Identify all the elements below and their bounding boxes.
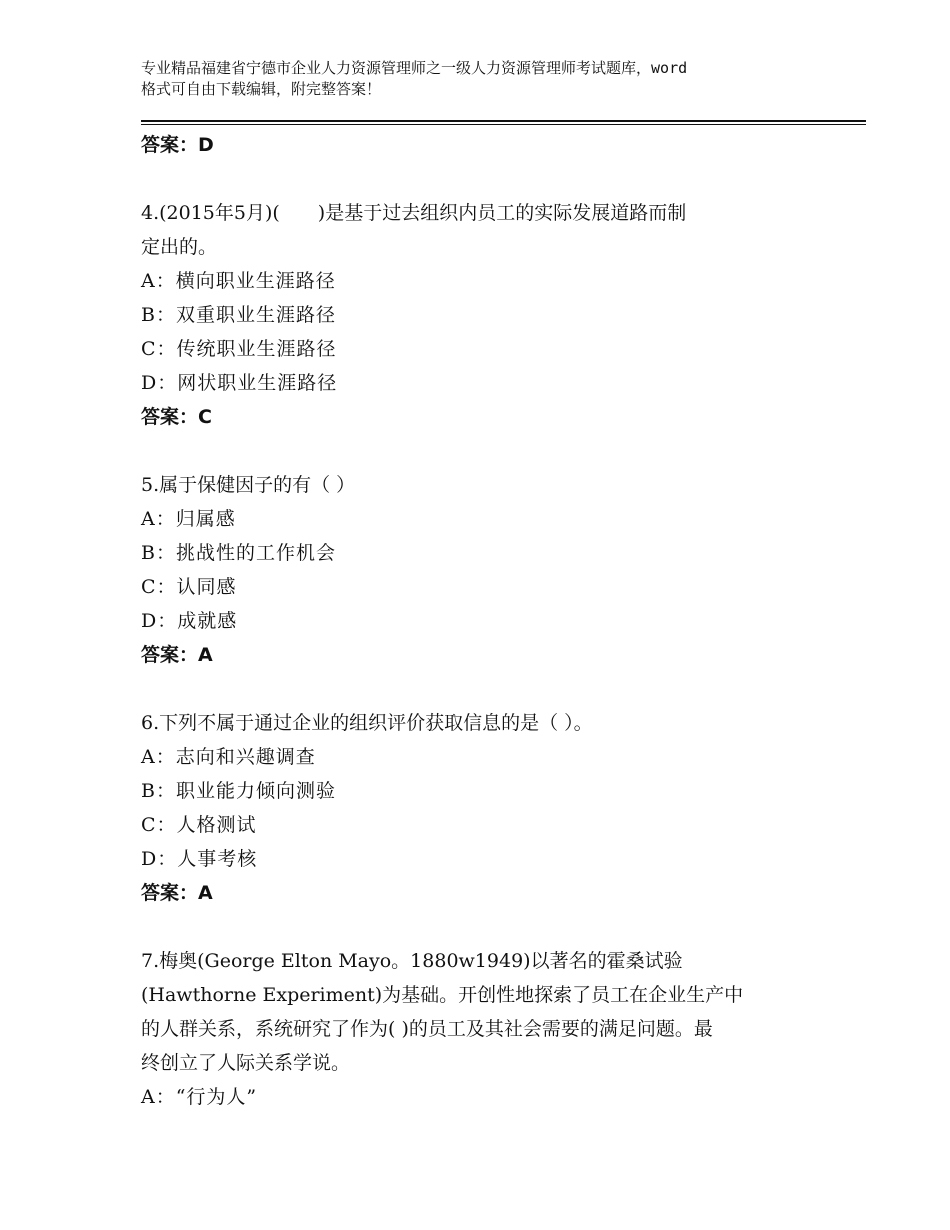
answer: 答案：A: [141, 882, 213, 904]
option-b: B：挑战性的工作机会: [141, 542, 336, 564]
answer: 答案：C: [141, 406, 212, 428]
answer: 答案：A: [141, 644, 213, 666]
question-text-line: 4.(2015年5月)( )是基于过去组织内员工的实际发展道路而制: [141, 202, 687, 224]
spacer: [141, 434, 821, 468]
header-line-1: 专业精品福建省宁德市企业人力资源管理师之一级人力资源管理师考试题库，word: [141, 59, 688, 77]
question-text-line: 5.属于保健因子的有（ ）: [141, 474, 356, 496]
option-a: A：归属感: [141, 508, 236, 530]
option-d: D：网状职业生涯路径: [141, 372, 338, 394]
previous-answer: 答案：D: [141, 134, 214, 156]
question-text-line: 7.梅奥(George Elton Mayo。1880w1949)以著名的霍桑试验: [141, 950, 683, 972]
question-text-line: (Hawthorne Experiment)为基础。开创性地探索了员工在企业生产中: [141, 984, 744, 1006]
document-header: [141, 58, 831, 100]
option-d: D：人事考核: [141, 848, 258, 870]
question-text-line: 6.下列不属于通过企业的组织评价获取信息的是（ ）。: [141, 712, 593, 734]
document-body: [141, 128, 821, 1114]
question-5: [141, 468, 821, 672]
question-text-line: 的人群关系，系统研究了作为( )的员工及其社会需要的满足问题。最: [141, 1018, 713, 1040]
question-text-line: 定出的。: [141, 236, 218, 258]
spacer: [141, 910, 821, 944]
question-text-line: 终创立了人际关系学说。: [141, 1052, 351, 1074]
option-d: D：成就感: [141, 610, 238, 632]
option-c: C：传统职业生涯路径: [141, 338, 337, 360]
spacer: [141, 672, 821, 706]
option-b: B：职业能力倾向测验: [141, 780, 336, 802]
option-a: A：“行为人”: [141, 1086, 258, 1108]
header-rule-thin: [141, 124, 866, 125]
header-rule-thick: [141, 120, 866, 122]
option-a: A：志向和兴趣调查: [141, 746, 316, 768]
question-4: [141, 196, 821, 434]
option-c: C：人格测试: [141, 814, 257, 836]
option-c: C：认同感: [141, 576, 237, 598]
header-line-2: 格式可自由下载编辑，附完整答案！: [141, 80, 382, 98]
option-b: B：双重职业生涯路径: [141, 304, 336, 326]
option-a: A：横向职业生涯路径: [141, 270, 336, 292]
spacer: [141, 162, 821, 196]
question-7: [141, 944, 821, 1114]
question-6: [141, 706, 821, 910]
